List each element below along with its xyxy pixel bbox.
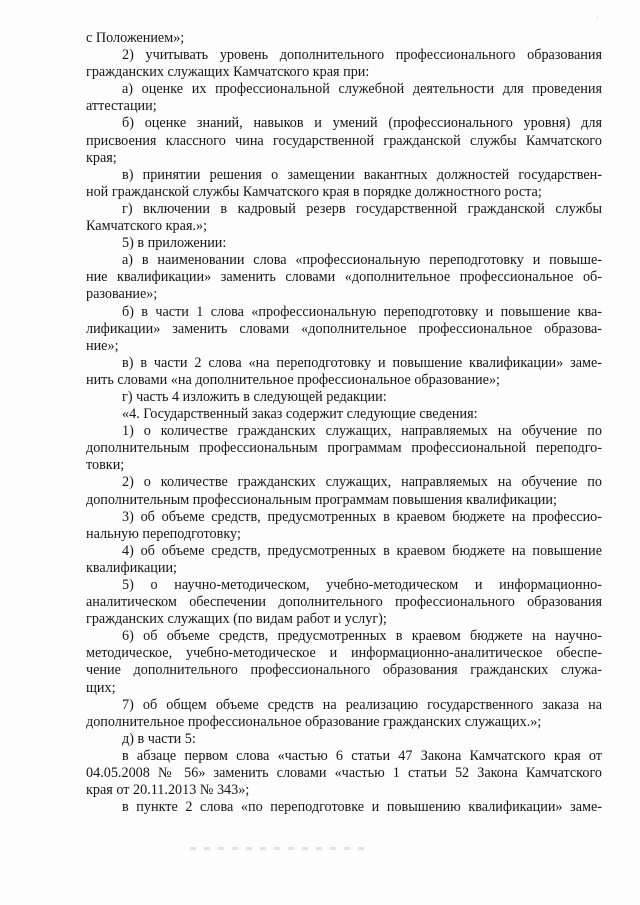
document-line: Камчатского края.»; [86,218,208,235]
document-line: дополнительным профессиональным программам повышения квалификации; [86,491,557,508]
document-line: методическое, учебно-методическое и информационно-аналитическое обеспе- [86,645,602,662]
document-line: в) принятии решения о замещении вакантных должностей государствен- [122,166,602,183]
document-line: разование»; [86,286,158,303]
document-line: б) оценке знаний, навыков и умений (профессионального уровня) для [122,115,602,132]
document-line: а) в наименовании слова «профессиональную переподготовку и повыше- [122,252,602,269]
document-line: присвоения классного чина государственной гражданской службы Камчатского [86,132,602,149]
document-text [86,30,602,816]
scan-corner-mark: · [596,14,599,24]
document-line: лификации» заменить словами «дополнительное профессиональное образова- [86,320,602,337]
document-line: дополнительным профессиональным программам профессиональной переподго- [86,440,602,457]
document-line: нальную переподготовку; [86,525,241,542]
document-line: щих; [86,679,116,696]
document-line: 5) в приложении: [122,235,227,252]
document-line: в) в части 2 слова «на переподготовку и повышение квалификации» заме- [122,354,602,371]
document-line: в пункте 2 слова «по переподготовке и повышению квалификации» заме- [122,799,602,816]
document-line: квалификации; [86,559,177,576]
document-line: ние квалификации» заменить словами «дополнительное профессиональное об- [86,269,602,286]
document-line: края от 20.11.2013 № 343»; [86,782,250,799]
document-line: края; [86,149,117,166]
document-line: с Положением»; [86,30,185,46]
document-line: гражданских служащих (по видам работ и услуг); [86,611,387,628]
document-line: ние»; [86,337,119,354]
document-line: «4. Государственный заказ содержит следующие сведения: [122,406,478,423]
document-line: товки; [86,457,125,474]
document-line: 7) об общем объеме средств на реализацию государственного заказа на [122,696,602,713]
scan-artifact-line [190,847,370,850]
document-line: 2) учитывать уровень дополнительного профессионального образования [122,47,602,64]
document-line: 5) о научно-методическом, учебно-методическом и информационно- [122,577,602,593]
document-line: г) включении в кадровый резерв государственной гражданской службы [122,200,602,217]
document-line: 2) о количестве гражданских служащих, направляемых на обучение по [122,474,602,491]
document-line: 4) об объеме средств, предусмотренных в краевом бюджете на повышение [122,542,602,559]
document-line: аналитическом обеспечении дополнительного профессионального образования [86,594,602,611]
document-line: чение дополнительного профессионального образования гражданских служа- [86,662,602,679]
document-line: гражданских служащих Камчатского края при: [86,64,370,81]
document-line: а) оценке их профессиональной служебной деятельности для проведения [122,81,602,98]
document-line: г) часть 4 изложить в следующей редакции: [122,388,387,405]
document-line: б) в части 1 слова «профессиональную переподготовку и повышение ква- [122,303,602,320]
document-line: 1) о количестве гражданских служащих, направляемых на обучение по [122,423,602,440]
document-line: нить словами «на дополнительное профессиональное образование»; [86,371,500,388]
document-line: д) в части 5: [122,730,196,747]
document-line: 04.05.2008 № 56» заменить словами «частью 1 статьи 52 Закона Камчатского [86,765,602,782]
document-line: в абзаце первом слова «частью 6 статьи 47 Закона Камчатского края от [122,747,602,764]
document-line: аттестации; [86,98,157,115]
document-line: ной гражданской службы Камчатского края в порядке должностного роста; [86,183,542,200]
document-line: 3) об объеме средств, предусмотренных в краевом бюджете на профессио- [122,508,602,525]
document-line: 6) об объеме средств, предусмотренных в краевом бюджете на научно- [122,628,602,645]
document-line: дополнительное профессиональное образование гражданских служащих.»; [86,713,542,730]
